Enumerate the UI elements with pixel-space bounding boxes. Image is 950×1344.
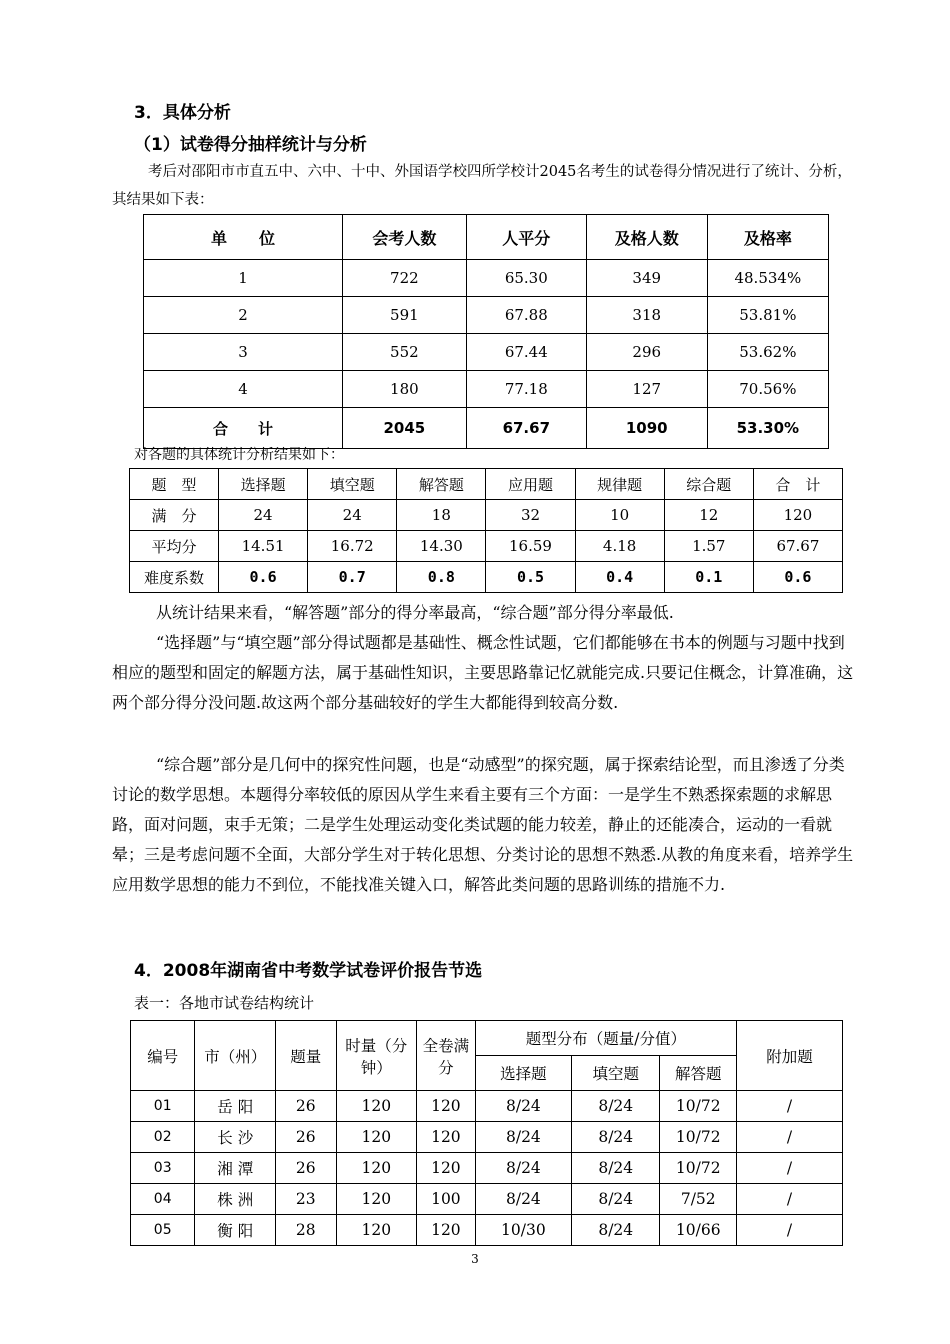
table-row xyxy=(130,500,843,531)
table-row xyxy=(130,562,843,593)
table-cell: 14.30 xyxy=(397,531,486,562)
table-cell: 53.30% xyxy=(707,408,828,449)
header-cell: 会考人数 xyxy=(342,215,466,260)
table-cell: 24 xyxy=(219,500,308,531)
table-row xyxy=(131,1091,843,1122)
table-cell: 722 xyxy=(342,260,466,297)
analysis-paragraph: “选择题”与“填空题”部分得试题都是基础性、概念性试题，它们都能够在书本的例题与习题中找到相应的题型和固定的解题方法，属于基础性知识，主要思路靠记忆就能完成.只要记住概念，计算准确，这两个部分得分没问题.故这两个部分基础较好的学生大都能得到较高分数. xyxy=(112,633,854,712)
table-cell: 题 型 xyxy=(130,469,219,500)
table-cell: 0.6 xyxy=(219,562,308,593)
table-row xyxy=(131,1184,843,1215)
table-cell: 32 xyxy=(486,500,575,531)
table-cell: 591 xyxy=(342,297,466,334)
table-cell: 05 xyxy=(131,1215,195,1246)
table-cell: 8/24 xyxy=(572,1215,660,1246)
table-cell: 长 沙 xyxy=(195,1122,276,1153)
table-row xyxy=(144,334,829,371)
page-number: 3 xyxy=(471,1252,479,1266)
table-cell: 0.8 xyxy=(397,562,486,593)
table-header-row xyxy=(144,215,829,260)
table-cell: 10/72 xyxy=(660,1122,737,1153)
table-total-row xyxy=(144,408,829,449)
table-cell: 67.44 xyxy=(466,334,586,371)
table-cell: 65.30 xyxy=(466,260,586,297)
table-cell: 3 xyxy=(144,334,343,371)
table-cell: 8/24 xyxy=(475,1153,571,1184)
table-cell: 120 xyxy=(417,1122,476,1153)
table-cell: 8/24 xyxy=(475,1184,571,1215)
table-cell: 湘 潭 xyxy=(195,1153,276,1184)
table-cell: / xyxy=(737,1184,843,1215)
table-cell: 难度系数 xyxy=(130,562,219,593)
section-heading-3: 3．具体分析 xyxy=(134,103,231,123)
table-cell: 100 xyxy=(417,1184,476,1215)
table-cell: / xyxy=(737,1091,843,1122)
analysis-paragraph: “综合题”部分是几何中的探究性问题，也是“动感型”的探究题，属于探索结论型，而且渗透了分类讨论的数学思想。本题得分率较低的原因从学生来看主要有三个方面：一是学生不熟悉探索题的求解思路，面对问题，束手无策；二是学生处理运动变化类试题的能力较差，静止的还能凑合，运动的一看就晕；三是考虑问题不全面，大部分学生对于转化思想、分类讨论的思想不熟悉.从教的角度来看，培养学生应用数学思想的能力不到位，不能找准关键入口，解答此类问题的思路训练的措施不力. xyxy=(112,755,854,894)
table-cell: 岳 阳 xyxy=(195,1091,276,1122)
table-cell: 规律题 xyxy=(575,469,664,500)
table-cell: 满 分 xyxy=(130,500,219,531)
table-cell: 53.62% xyxy=(707,334,828,371)
exam-structure-table xyxy=(130,1020,843,1246)
table-row xyxy=(144,297,829,334)
table-cell: 4.18 xyxy=(575,531,664,562)
table-cell: 67.88 xyxy=(466,297,586,334)
table-cell: 2 xyxy=(144,297,343,334)
table-cell: 16.59 xyxy=(486,531,575,562)
table-cell: 填空题 xyxy=(308,469,397,500)
table-cell: 120 xyxy=(417,1153,476,1184)
table-cell: 株 洲 xyxy=(195,1184,276,1215)
table-cell: 77.18 xyxy=(466,371,586,408)
table-cell: 8/24 xyxy=(572,1184,660,1215)
table-cell: 552 xyxy=(342,334,466,371)
table-row xyxy=(130,469,843,500)
table-cell: 180 xyxy=(342,371,466,408)
table-cell: 48.534% xyxy=(707,260,828,297)
table-cell: 10/72 xyxy=(660,1091,737,1122)
header-cell: 题型分布（题量/分值） xyxy=(475,1021,736,1056)
table-cell: 120 xyxy=(336,1215,417,1246)
header-cell: 附加题 xyxy=(737,1021,843,1091)
table-cell: 02 xyxy=(131,1122,195,1153)
table-cell: 衡 阳 xyxy=(195,1215,276,1246)
table-cell: 26 xyxy=(276,1091,337,1122)
table-cell: 合 计 xyxy=(144,408,343,449)
table-cell: 318 xyxy=(586,297,707,334)
table-cell: 8/24 xyxy=(475,1091,571,1122)
table-cell: 120 xyxy=(417,1091,476,1122)
table-cell: 53.81% xyxy=(707,297,828,334)
table-cell: 10/72 xyxy=(660,1153,737,1184)
table-cell: 1 xyxy=(144,260,343,297)
table-cell: 70.56% xyxy=(707,371,828,408)
table-cell: 120 xyxy=(753,500,842,531)
table-cell: 127 xyxy=(586,371,707,408)
intro-paragraph: 考后对邵阳市市直五中、六中、十中、外国语学校四所学校计2045名考生的试卷得分情况进行了统计、分析，其结果如下表： xyxy=(112,164,852,208)
table-row xyxy=(130,531,843,562)
table-caption: 表一：各地市试卷结构统计 xyxy=(134,994,315,1012)
table-row xyxy=(144,371,829,408)
table-cell: 选择题 xyxy=(219,469,308,500)
table-cell: 120 xyxy=(336,1153,417,1184)
table-cell: 0.5 xyxy=(486,562,575,593)
table-cell: 8/24 xyxy=(572,1153,660,1184)
table-cell: 4 xyxy=(144,371,343,408)
table-cell: 8/24 xyxy=(475,1122,571,1153)
table-cell: 0.7 xyxy=(308,562,397,593)
table-cell: 23 xyxy=(276,1184,337,1215)
question-type-table xyxy=(129,468,843,593)
header-cell: 填空题 xyxy=(572,1056,660,1091)
table-row xyxy=(131,1122,843,1153)
header-cell: 市（州） xyxy=(195,1021,276,1091)
table-cell: 8/24 xyxy=(572,1122,660,1153)
table-cell: 0.6 xyxy=(753,562,842,593)
table-cell: 120 xyxy=(336,1122,417,1153)
table-cell: 8/24 xyxy=(572,1091,660,1122)
header-cell: 及格人数 xyxy=(586,215,707,260)
header-cell: 全卷满分 xyxy=(417,1021,476,1091)
table-cell: 合 计 xyxy=(753,469,842,500)
table-cell: 综合题 xyxy=(664,469,753,500)
table-row xyxy=(131,1215,843,1246)
table-cell: 解答题 xyxy=(397,469,486,500)
table-cell: 120 xyxy=(336,1184,417,1215)
table-cell: 1.57 xyxy=(664,531,753,562)
table-row xyxy=(131,1153,843,1184)
table-row xyxy=(144,260,829,297)
table-header-row xyxy=(131,1021,843,1056)
table-cell: 10/30 xyxy=(475,1215,571,1246)
header-cell: 时量（分钟） xyxy=(336,1021,417,1091)
header-cell: 题量 xyxy=(276,1021,337,1091)
table-cell: 2045 xyxy=(342,408,466,449)
table-cell: 14.51 xyxy=(219,531,308,562)
table-cell: 120 xyxy=(336,1091,417,1122)
table-cell: 10/66 xyxy=(660,1215,737,1246)
analysis-paragraph: 从统计结果来看，“解答题”部分的得分率最高，“综合题”部分得分率最低. xyxy=(156,603,674,622)
table-cell: / xyxy=(737,1122,843,1153)
table-cell: 10 xyxy=(575,500,664,531)
table-cell: 28 xyxy=(276,1215,337,1246)
table-cell: 01 xyxy=(131,1091,195,1122)
subsection-heading-1: （1）试卷得分抽样统计与分析 xyxy=(134,135,367,155)
table-cell: 67.67 xyxy=(466,408,586,449)
table-cell: / xyxy=(737,1153,843,1184)
table-cell: 0.4 xyxy=(575,562,664,593)
table-cell: 26 xyxy=(276,1153,337,1184)
table-cell: 24 xyxy=(308,500,397,531)
table-note: 对各题的具体统计分析结果如下： xyxy=(134,447,344,463)
table-cell: 18 xyxy=(397,500,486,531)
section-heading-4: 4．2008年湖南省中考数学试卷评价报告节选 xyxy=(134,961,483,981)
table-cell: 1090 xyxy=(586,408,707,449)
table-cell: 7/52 xyxy=(660,1184,737,1215)
table-cell: 12 xyxy=(664,500,753,531)
header-cell: 单 位 xyxy=(144,215,343,260)
header-cell: 选择题 xyxy=(475,1056,571,1091)
header-cell: 及格率 xyxy=(707,215,828,260)
header-cell: 编号 xyxy=(131,1021,195,1091)
table-cell: 0.1 xyxy=(664,562,753,593)
table-cell: 平均分 xyxy=(130,531,219,562)
table-cell: 03 xyxy=(131,1153,195,1184)
table-cell: 120 xyxy=(417,1215,476,1246)
table-cell: 349 xyxy=(586,260,707,297)
header-cell: 解答题 xyxy=(660,1056,737,1091)
table-cell: / xyxy=(737,1215,843,1246)
header-cell: 人平分 xyxy=(466,215,586,260)
table-cell: 26 xyxy=(276,1122,337,1153)
table-cell: 04 xyxy=(131,1184,195,1215)
table-cell: 296 xyxy=(586,334,707,371)
score-statistics-table xyxy=(143,214,829,449)
table-cell: 应用题 xyxy=(486,469,575,500)
table-cell: 67.67 xyxy=(753,531,842,562)
table-cell: 16.72 xyxy=(308,531,397,562)
